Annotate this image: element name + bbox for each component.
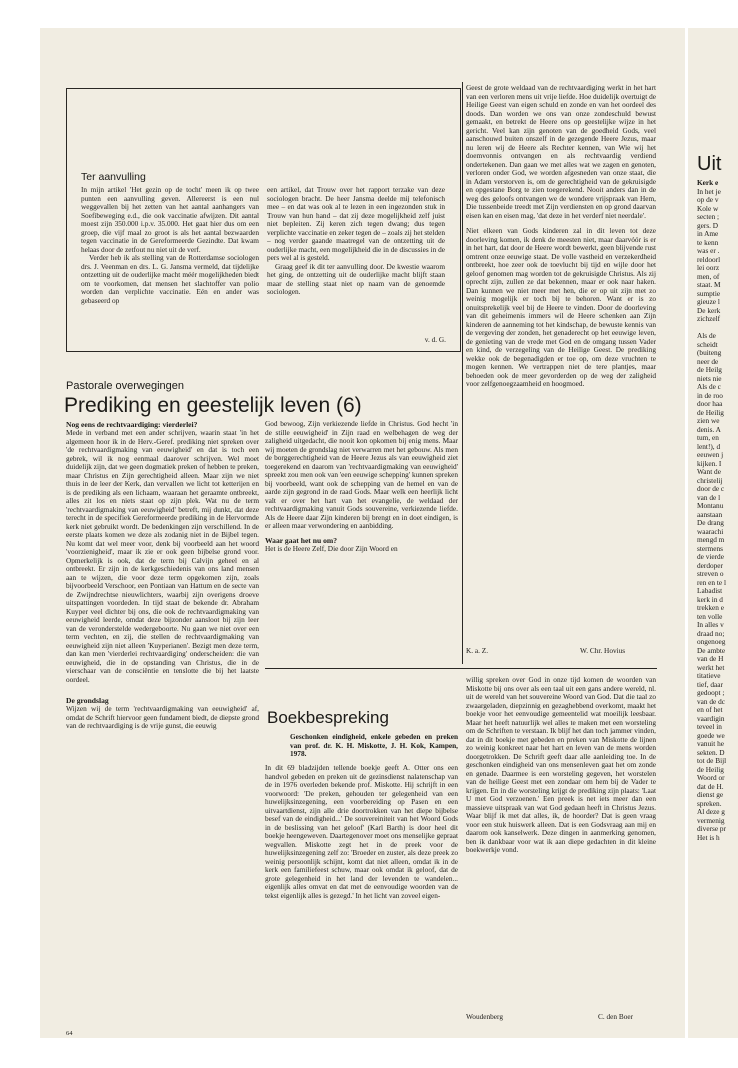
adjacent-line: gedoopt ;	[697, 688, 725, 697]
adjacent-title: Uit	[697, 153, 722, 175]
adjacent-line: de Heilig	[697, 407, 724, 417]
adjacent-line: Kerk e	[697, 178, 719, 187]
adjacent-page	[688, 28, 738, 1038]
review-para-2: willig spreken over God in onze tijd komen de woorden van Miskotte bij ons over als een taal uit een gans andere wereld, nl. uit de wereld van het souvereine Woord van God. Dat die taal zo zwaargeladen, diepzinnig en gezaghebbend overkomt, maakt het boekje voor het eenvoudige gemeentelid wat moeilijk leesbaar. Maar het heeft natuurlijk wel alles te maken met een worsteling om de Schriften te verstaan. Ik blijf het dan toch jammer vinden, dat in dit boekje met gebeden en preken van Miskotte de lijnen zo weinig konkreet naar het hart en leven van de mens worden doorgetrokken. De Schrift geeft daar alle aanleiding toe. In de geschonken eindigheid van ons mensenleven gaat het om zonde en genade. Daarmee is een worsteling gegeven, het worstelen van de heilige Geest met een zondaar om hem bij de Vader te krijgen. En in die worsteling krijgt de prediking zijn plaats: 'Laat U met God verzoenen.' Een preek is net iets meer dan een massieve uitspraak van wat God gedaan heeft in Christus Jezus. Waar blijf ik met dat alles, ik, de hoorder? Dat is geen vraag voor een stuk huiswerk alleen. Dat is een Godsvraag aan mij en daarom ook kanselwerk. Deze dingen in aanmerking genomen, ben ik dankbaar voor wat ik aan diepe gedachten in dit kleine boekwerkje vond.	[466, 676, 656, 854]
adjacent-line: tot de Bijl	[697, 756, 727, 765]
adjacent-line: mengd m	[697, 535, 725, 544]
pastoral-col-1	[66, 420, 259, 1018]
adjacent-line: de Heilig	[697, 764, 724, 774]
article-headline: Prediking en geestelijk leven (6)	[64, 394, 362, 417]
adjacent-line: spreken.	[697, 798, 722, 808]
addendum-para-1: In mijn artikel 'Het gezin op de tocht' meen ik op twee punten een aanvulling geven. Allereerst is een nul weggevallen bij het zetten van het aantal aanhangers van Soefibeweging e.d., die ook vaccinatie afwijzen. Dit aantal moest zijn 350.000 i.p.v. 35.000. Het gaat hier dus om een groep, die vijf maal zo groot is als het aantal bezwaarden tegen vaccinatie in de Gereformeerde Gezindte. Dat kwam helaas door de zetfout nu niet uit de verf.	[81, 186, 259, 254]
page-number: 64	[66, 1030, 73, 1037]
adjacent-line: sekten. D	[697, 747, 725, 757]
review-para-1: In dit 69 bladzijden tellende boekje geeft A. Otter ons een handvol gebeden en preken uit de gezinsdienst nalatenschap van de in 1976 overleden bekende prof. Miskotte. Hij schrijft in een voorwoord: 'De preken, gehouden ter gelegenheid van een huwelijksinzegening, een voorbereiding op Pasen en een uitvaartdienst, zijn alle drie doortrokken van het diepe bijbelse besef van de eindigheid...' De souvereiniteit van het Woord Gods in de beslissing van het geloof' (Karl Barth) is door heel dit boekje heengeweven. Daartegenover moet ons menselijke gepraat wegvallen. Miskotte zegt het in de preek voor de huwelijksinzegening zelf zo: 'Broeder en zuster, als deze preek zo weinig persoonlijk schijnt, komt dat niet alleen, omdat ik in de kerk een familiefeest schuw, maar ook omdat ik geloof, dat de grote gelegenheid in het land der levenden te wandelen... eigenlijk alles omvat en dat met de eenvoudige woorden van de tekst eigenlijk alles is gezegd.' In het licht van zoveel eigen-	[265, 764, 458, 900]
adjacent-line: werkt het	[697, 662, 725, 672]
adjacent-line: draad no;	[697, 628, 725, 638]
pastoral-para-6: Niet elkeen van Gods kinderen zal in dit leven tot deze doorleving komen, ik denk de meesten niet, maar daarvóór is er in het hart, dat door de Heere wordt bewerkt, geen blijvende rust omtrent onze eeuwige staat. De volle vastheid en verzekerdheid ontbreekt, hoe zeer ook de toevlucht bij tijd en wijle door het geloof genomen mag worden tot de gekruisigde Christus. Als zij oprecht zijn, zullen ze dat bekennen, maar er ook naar haken. Dan kunnen we niet meer met hen, die er op uit zijn met zo weinig mogelijk er toch bij te behoren. Want er is zo onuitsprekelijk veel bij de Heere te vinden. Door de doorleving van dit geheimenis immers wil de Heere schenken aan Zijn kinderen de aanneming tot het kindschap, de bewuste kennis van de vergeving der zonden, het genaderecht op het eeuwige leven, de genieting van de vrede met God en de omgang tussen Vader en kind, de verzegeling van de Heilige Geest. De prediking wekke ook de begenadigden er toe op, om deze vruchten te mogen kennen. We vertrappen niet de tere plantjes, maar behoeden ook de meer gevorderden op de weg der zaligheid voor zelfgenoegzaamheid en hoogmoed.	[466, 226, 656, 388]
adjacent-line: Als de c	[697, 382, 721, 391]
adjacent-line: ongenoeg	[697, 637, 726, 646]
adjacent-line: neer de	[697, 356, 719, 366]
adjacent-line: in de roo	[697, 390, 723, 400]
adjacent-line: lent!), d	[697, 441, 721, 451]
adjacent-line: zien we	[697, 416, 720, 425]
adjacent-line: van de dc	[697, 696, 725, 706]
pastoral-col-3	[466, 84, 656, 639]
adjacent-line: lei oorz	[697, 263, 720, 272]
adjacent-line: (buiteng	[697, 348, 722, 357]
adjacent-line: ten volle	[697, 611, 723, 621]
pastoral-para-3: God bewoog, Zijn verkiezende liefde in Christus. God hecht 'in de stille eeuwigheid' in Zijn raad en welbehagen de weg der zaligheid uitgedacht, die nooit kon opkomen bij enig mens. Maar wij moeten de grondslag niet verwarren met het gebouw. Als men de borggerechtigheid van de Heere Jezus als van eeuwigheid ziet toegerekend en daarom van 'rechtvaardigmaking van eeuwigheid' spreekt zou men ook van 'een eeuwige schepping' kunnen spreken bij voorbeeld, want ook de schepping van de hemel en van de aarde zijn gegrond in de raad Gods. Maar welk een heerlijk licht valt er over het hart van het evangelie, de weldaad der rechtvaardigmaking vanuit Gods souvereine, verkiezende liefde. Als de Heere daar Zijn kinderen bij brengt en in doet eindigen, is er alleen maar verwondering en aanbidding.	[265, 420, 458, 530]
adjacent-line: christelij	[697, 475, 723, 485]
adjacent-line: op de v	[697, 195, 719, 204]
review-book-title: Geschonken eindigheid, enkele gebeden en preken van prof. dr. K. H. Miskotte, J. H. Kok, Kampen, 1978.	[290, 733, 458, 758]
adjacent-line: tum, en	[697, 433, 719, 442]
addendum-col-2	[267, 186, 445, 336]
section-divider	[265, 668, 657, 669]
adjacent-line: In alles v	[697, 620, 724, 629]
addendum-para-2: Verder heb ik als stelling van de Rotterdamse sociologen drs. J. Veenman en drs. L. G. Jansma vermeld, dat tijdelijke ontzetting uit de ouderlijke macht méér mogelijkheden biedt om te voorkomen, dat mensen het slachtoffer van polio worden dan verplichte vaccinatie. Eén en ander was gebaseerd op	[81, 253, 259, 305]
pastoral-col-2	[265, 420, 458, 660]
pastoral-para-5: Geest de grote weldaad van de rechtvaardiging werkt in het hart van een verloren mens uit vrije liefde. Hoe duidelijk overtuigt de Heilige Geest van eigen schuld en zonde en van het oordeel des doods. Dan worden we ons van onze zondeschuld bewust gemaakt, en betrekt de Heere ons op geestelijke wijze in het gericht. Veel kan zijn genoten van de goedheid Gods, veel aanschouwd buiten onszelf in de gezegende Heere Jezus, maar nu leren wij de Heere als Rechter kennen, van Wie wij het doemvonnis ontvangen en als rechtvaardig verdiend ondertekenen. Dan gaan we met alles wat we zagen en genoten, verloren onder God, we worden afgesneden van onze staat, die in Adam verstorven is, om de gerechtigheid van de gekruisigde en opgestane Borg te zien toegerekend. Nooit anders dan in de weg des geloofs ontvangen we de wondere vrijspraak van Hem, Die tussenbeide treedt met Zijn verdiensten en op grond daarvan eisen kan en eisen mag, 'dat deze in het verderf niet neerdale'.	[466, 84, 656, 220]
adjacent-line: Kole w	[697, 203, 719, 213]
addendum-box	[66, 88, 461, 352]
adjacent-line: niets nie	[697, 373, 722, 383]
adjacent-line: Montanu	[697, 501, 724, 510]
adjacent-line: aanstaan	[697, 509, 723, 519]
review-col-2	[466, 676, 656, 1006]
column-rule	[462, 82, 463, 664]
addendum-signature: v. d. G.	[424, 335, 446, 344]
subheading-rechtvaardiging: Nog eens de rechtvaardiging: vierderlei?	[66, 420, 198, 429]
adjacent-line: in Ame	[697, 229, 719, 238]
adjacent-line: dat de H.	[697, 781, 724, 791]
review-headline: Boekbespreking	[267, 708, 389, 727]
adjacent-line: staat. M	[697, 280, 721, 289]
adjacent-line: waarachi	[697, 526, 724, 536]
adjacent-line: Labadist	[697, 586, 723, 595]
adjacent-line: gieuze l	[697, 297, 720, 306]
adjacent-line: In het je	[697, 186, 721, 196]
adjacent-line: van de l	[697, 492, 721, 502]
adjacent-line: vanuit he	[697, 739, 724, 748]
adjacent-line: door de c	[697, 484, 725, 493]
adjacent-line: kerk in d	[697, 594, 723, 604]
adjacent-line: Want de	[697, 467, 721, 476]
pastoral-para-4: Het is de Heere Zelf, Die door Zijn Woord en	[265, 543, 398, 553]
adjacent-line: secten ;	[697, 212, 720, 221]
adjacent-line: stermens	[697, 543, 723, 553]
review-signature-left: Woudenberg	[466, 1012, 503, 1021]
adjacent-line: zichzelf	[697, 314, 721, 323]
adjacent-line: scheidt	[697, 339, 718, 349]
subheading-waar-gaat-het: Waar gaat het nu om?	[265, 535, 338, 545]
adjacent-line: vermenig	[697, 815, 725, 825]
adjacent-line: gers. D	[697, 220, 719, 230]
adjacent-line: Als de	[697, 331, 716, 340]
pastoral-para-2: Wijzen wij de term 'rechtvaardigmaking van eeuwigheid' af, omdat de Schrift hiervoor geen fundament biedt, de diepste grond van de rechtvaardiging is de vrije gunst, die eeuwig	[66, 704, 259, 730]
adjacent-line: door haa	[697, 399, 723, 408]
adjacent-line: titatieve	[697, 671, 721, 680]
pastoral-signature-left: K. a. Z.	[466, 646, 489, 655]
adjacent-line: men, of	[697, 271, 720, 281]
adjacent-line: ren en te l	[697, 577, 726, 587]
review-signature-right: C. den Boer	[598, 1012, 634, 1021]
adjacent-line: de Heilg	[697, 365, 722, 374]
adjacent-line: en of het	[697, 705, 723, 714]
adjacent-line: denis. A	[697, 424, 721, 434]
adjacent-line: de vierde	[697, 552, 724, 561]
adjacent-line: Al deze g	[697, 807, 725, 816]
review-col-1	[265, 764, 458, 1026]
adjacent-line: Woord or	[697, 773, 725, 782]
adjacent-line: kijken. I	[697, 458, 722, 468]
adjacent-line: van de H	[697, 654, 724, 663]
adjacent-line: De kerk	[697, 305, 721, 315]
adjacent-line: diverse pr	[697, 824, 726, 833]
adjacent-line: was er .	[697, 246, 720, 255]
section-kicker: Pastorale overwegingen	[66, 380, 185, 392]
adjacent-line: eeuwen j	[697, 450, 724, 459]
adjacent-line: Het is h	[697, 832, 720, 842]
adjacent-line: streven o	[697, 569, 724, 578]
adjacent-text	[697, 179, 726, 842]
addendum-para-4: Graag geef ik dit ter aanvulling door. De kwestie waarom het ging, de ontzetting uit de ouderlijke macht blijft staan maar de stelling staat niet op naam van de genoemde sociologen.	[267, 261, 445, 296]
pastoral-signature-right: W. Chr. Hovius	[580, 646, 626, 655]
adjacent-line: sumptie	[697, 288, 721, 298]
addendum-para-3: een artikel, dat Trouw over het rapport terzake van deze sociologen bracht. De heer Jansma deelde mij telefonisch mee – en dat was ook al te lezen in een ingezonden stuk in Trouw van hun hand – dat zij deze mogelijkheid zelf juist niet bepleiten. Zij keren zich tegen dwang; dus tegen verplichte vaccinatie en zeker tegen de – zoals zij het stelden – nog verder gaande maatregel van de ontzetting uit de ouderlijke macht, een mogelijkheid die in de discussies in de pers wel al is gesteld.	[267, 186, 445, 262]
adjacent-line: te kenn	[697, 237, 719, 247]
adjacent-line: tief, daar	[697, 679, 723, 689]
adjacent-line: dienst ge	[697, 790, 724, 799]
adjacent-line: derdoper	[697, 560, 723, 570]
subheading-grondslag: De grondslag	[66, 696, 109, 705]
addendum-title: Ter aanvulling	[81, 171, 146, 183]
adjacent-line: goede we	[697, 730, 725, 740]
adjacent-line: reldoorl	[697, 254, 721, 264]
adjacent-line: De drang	[697, 518, 724, 527]
adjacent-line: trekken e	[697, 603, 724, 612]
adjacent-line: De ambte	[697, 645, 726, 655]
addendum-col-1	[81, 186, 259, 336]
adjacent-line: vaardigin	[697, 713, 725, 723]
adjacent-line: teveel in	[697, 722, 722, 731]
pastoral-para-1: Mede in verband met een ander schrijven, waarin staat 'in het algemeen hoor ik in de Herv.-Geref. prediking niet spreken over 'de rechtvaardigmaking van eeuwigheid' en dat is toch een gebrek, wil ik nog eenmaal daarover schrijven. Wel moet duidelijk zijn, dat we geen dogmatiek preken of hebben te preken, maar Christus en Zijn gerechtigheid alleen. Maar zijn we niet thuis in de leer der Kerk, dan vervallen we licht tot ketterijen en is de prediking als een lichaam, waaraan het geraamte ontbreekt, alles zit los en niets staat op zijn plek. Wat nu de term 'rechtvaardigmaking van eeuwigheid' betreft, mij dunkt, dat deze terecht in de specifiek Gereformeerde prediking in de Hervormde kerk niet gebruikt wordt. De bedenkingen zijn verschillend. In de eerste plaats komen we deze als zodanig niet in de Bijbel tegen. Nu komt dat wel meer voor, denk bij voorbeeld aan het woord 'voorzienigheid', maar ik zie er ook geen bijbelse grond voor. Opmerkelijk is ook, dat de term bij Calvijn geheel en al ontbreekt. Er zijn in de kerkgeschiedenis van ons land mensen aan te wijzen, die voor deze term opgekomen zijn, zoals bijvoorbeeld Verschoor, een Pontiaan van Hattum en de secte van de Zwijndrechtse nieuwlichters, waarbij zijn overigens droeve uitspattingen voordeden. In tijd staat de bekende dr. Abraham Kuyper veel dichter bij ons, die ook de rechtvaardigmaking van eeuwigheid leerde, omdat deze bijzonder aansloot bij zijn leer van de veronderstelde wedergeboorte. Nu gaan we niet over een term vechten, en zij, die stellen de rechtvaardigmaking van eeuwigheid zijn niet alleen 'Kuyperianen'. Bezigt men deze term, dan kan men 'vierderlei rechtvaardiging' onderscheiden: die van eeuwigheid, die in de opstanding van Christus, die in de vierschaar van de consciëntie en tenslotte die bij het laatste oordeel.	[66, 428, 259, 684]
